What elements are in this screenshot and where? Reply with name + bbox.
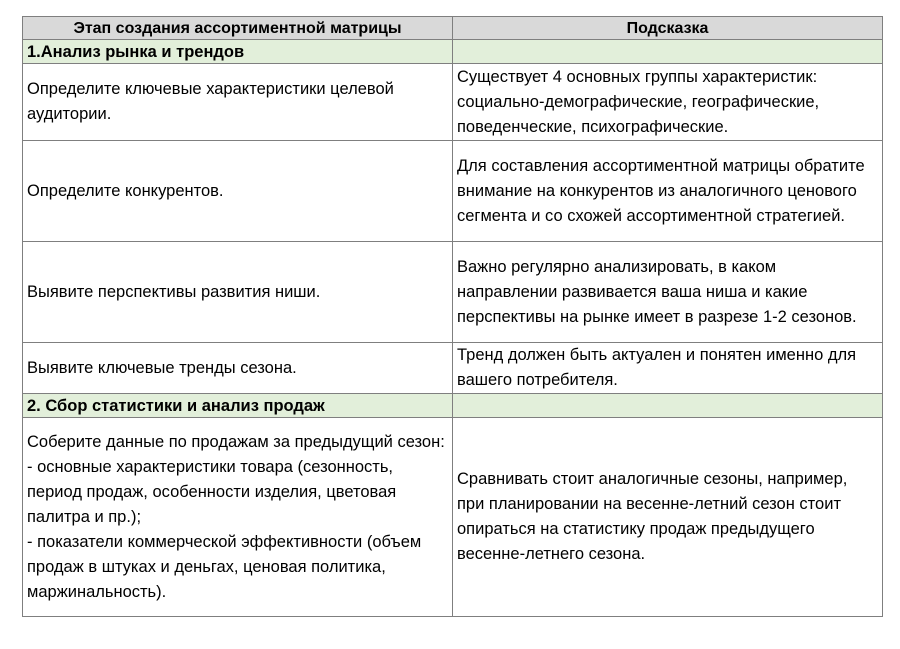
table-row <box>23 64 883 141</box>
table-row <box>23 242 883 343</box>
table-header-row <box>23 17 883 40</box>
section-hint <box>453 394 883 418</box>
assortment-matrix-table-container <box>22 16 882 617</box>
step-cell: Соберите данные по продажам за предыдущий сезон: - основные характеристики товара (сезонность, период продаж, особенности изделия, цветовая палитра и пр.); - показатели коммерческой эффективности (объем продаж в штуках и деньгах, ценовая политика, маржинальность). <box>23 418 453 617</box>
hint-cell: Важно регулярно анализировать, в каком направлении развивается ваша ниша и какие перспективы на рынке имеет в разрезе 1-2 сезонов. <box>453 242 883 343</box>
header-stage: Этап создания ассортиментной матрицы <box>23 17 453 40</box>
section-title: 2. Сбор статистики и анализ продаж <box>23 394 453 418</box>
step-cell: Определите конкурентов. <box>23 141 453 242</box>
assortment-matrix-table <box>22 16 883 617</box>
section-title: 1.Анализ рынка и трендов <box>23 40 453 64</box>
hint-cell: Тренд должен быть актуален и понятен именно для вашего потребителя. <box>453 343 883 394</box>
hint-cell: Существует 4 основных группы характеристик: социально-демографические, географические, поведенческие, психографические. <box>453 64 883 141</box>
step-cell: Выявите перспективы развития ниши. <box>23 242 453 343</box>
section-row-market-analysis <box>23 40 883 64</box>
section-hint <box>453 40 883 64</box>
step-cell: Определите ключевые характеристики целевой аудитории. <box>23 64 453 141</box>
step-cell: Выявите ключевые тренды сезона. <box>23 343 453 394</box>
table-row <box>23 418 883 617</box>
hint-cell: Для составления ассортиментной матрицы обратите внимание на конкурентов из аналогичного ценового сегмента и со схожей ассортиментной стратегией. <box>453 141 883 242</box>
table-row <box>23 141 883 242</box>
hint-cell: Сравнивать стоит аналогичные сезоны, например, при планировании на весенне-летний сезон стоит опираться на статистику продаж предыдущего весенне-летнего сезона. <box>453 418 883 617</box>
header-hint: Подсказка <box>453 17 883 40</box>
section-row-sales-statistics <box>23 394 883 418</box>
table-row <box>23 343 883 394</box>
